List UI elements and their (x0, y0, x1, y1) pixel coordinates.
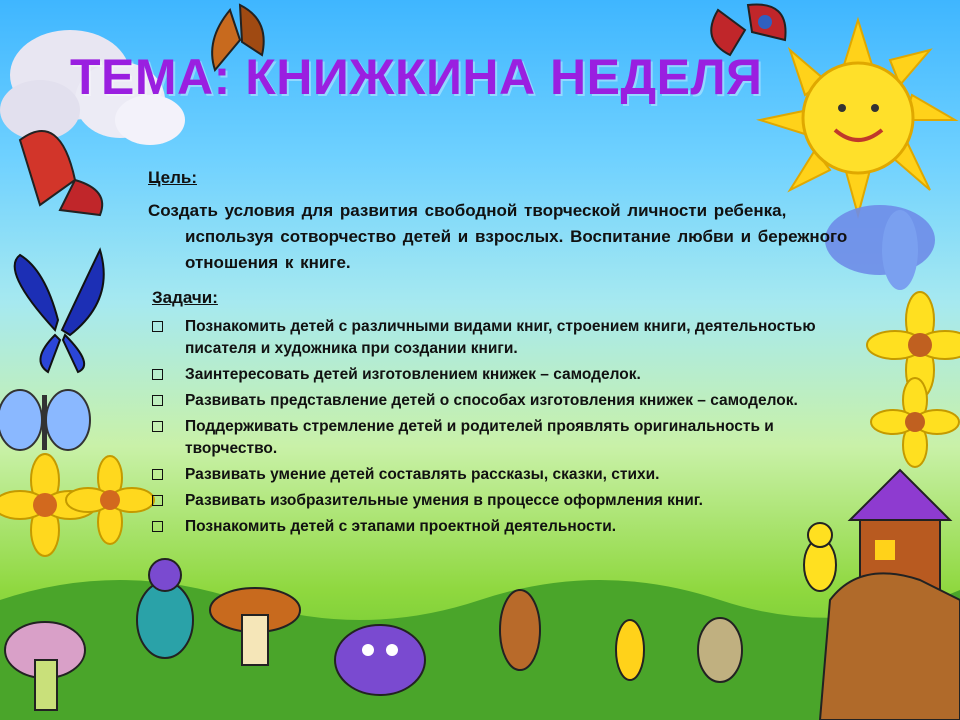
list-item (148, 464, 848, 486)
checkbox-bullet-icon (152, 469, 163, 480)
checkbox-bullet-icon (152, 521, 163, 532)
bug-icon (500, 590, 540, 670)
list-item (148, 490, 848, 512)
task-text: Познакомить детей с этапами проектной деятельности. (185, 518, 617, 535)
task-text: Развивать изобразительные умения в процессе оформления книг. (185, 492, 703, 509)
butterfly-icon (0, 390, 90, 450)
bug-icon (137, 559, 193, 658)
list-item (148, 364, 848, 386)
tasks-heading: Задачи: (152, 288, 218, 307)
list-item (148, 316, 848, 360)
butterfly-icon (20, 131, 102, 215)
goal-text: Создать условия для развития свободной творческой личности ребенка, используя сотворчество детей и взрослых. Воспитание любви и бережного отношения к книге. (148, 201, 848, 272)
butterfly-icon (15, 250, 104, 372)
checkbox-bullet-icon (152, 421, 163, 432)
task-text: Поддерживать стремление детей и родителей проявлять оригинальность и творчество. (185, 418, 774, 457)
slide-title: ТЕМА: КНИЖКИНА НЕДЕЛЯ (70, 49, 763, 105)
list-item (148, 390, 848, 412)
checkbox-bullet-icon (152, 395, 163, 406)
checkbox-bullet-icon (152, 495, 163, 506)
flower-icon (66, 456, 154, 544)
task-text: Познакомить детей с различными видами книг, строением книги, деятельностью писателя и художника при создании книги. (185, 318, 816, 357)
slide-content (148, 168, 848, 542)
tasks-list (148, 316, 848, 538)
task-text: Развивать представление детей о способах изготовления книжек – самоделок. (185, 392, 798, 409)
tree-stump-icon (820, 573, 960, 720)
flower-icon (871, 378, 959, 467)
list-item (148, 416, 848, 460)
spider-icon (335, 625, 425, 695)
goal-heading: Цель: (148, 168, 197, 187)
list-item (148, 516, 848, 538)
checkbox-bullet-icon (152, 369, 163, 380)
task-text: Заинтересовать детей изготовлением книжек – самоделок. (185, 366, 641, 383)
checkbox-bullet-icon (152, 321, 163, 332)
task-text: Развивать умение детей составлять рассказы, сказки, стихи. (185, 466, 660, 483)
bee-icon (616, 620, 644, 680)
bug-icon (698, 618, 742, 682)
